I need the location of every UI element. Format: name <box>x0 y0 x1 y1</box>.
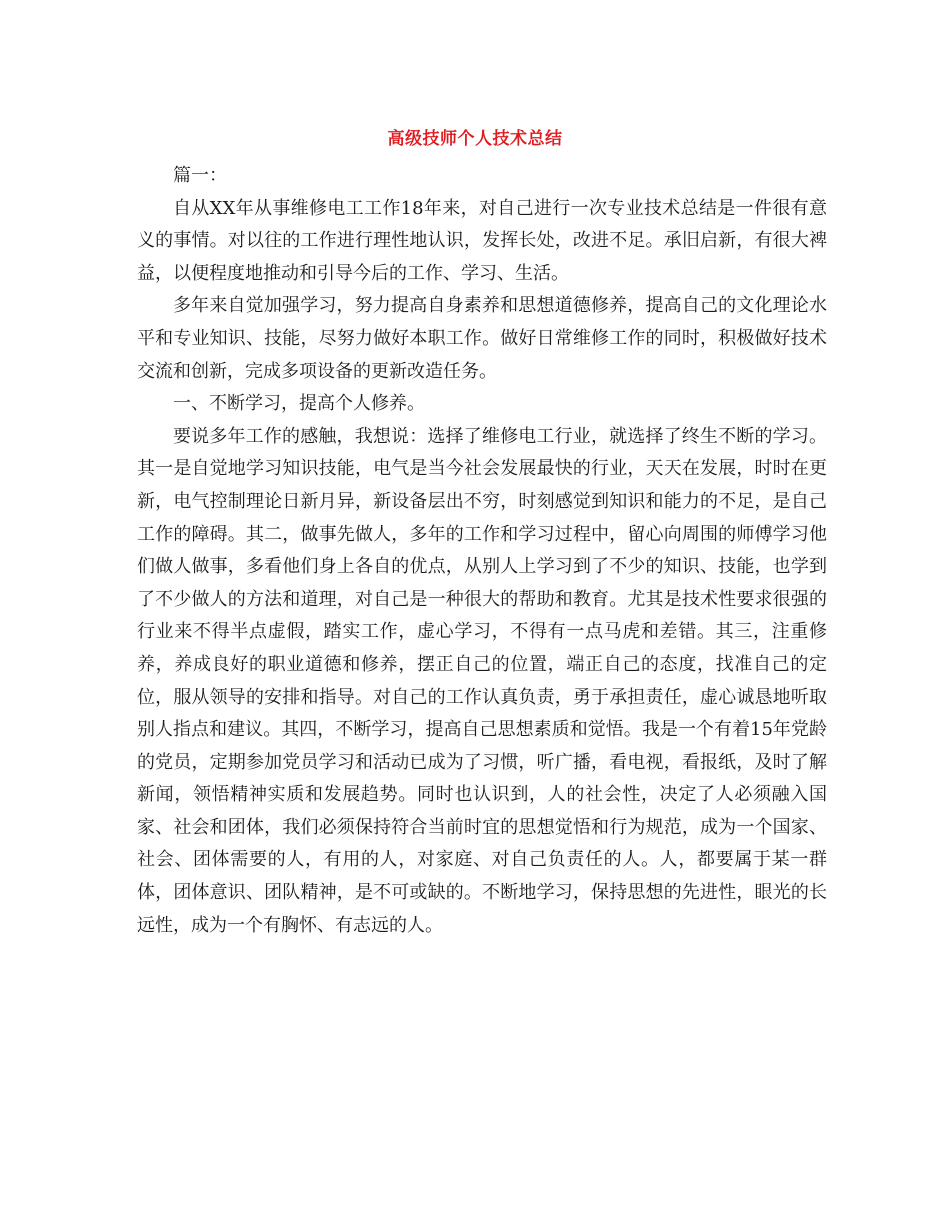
paragraph-intro: 自从XX年从事维修电工工作18年来，对自己进行一次专业技术总结是一件很有意义的事情。对以往的工作进行理性地认识，发挥长处，改进不足。承旧启新，有很大裨益，以便程度地推动和引导今后的工作、学习、生活。 <box>137 197 827 284</box>
document-body <box>137 160 827 942</box>
paragraph-heading-1: 一、不断学习，提高个人修养。 <box>173 393 425 415</box>
paragraph-overview: 多年来自觉加强学习，努力提高自身素养和思想道德修养，提高自己的文化理论水平和专业知识、技能，尽努力做好本职工作。做好日常维修工作的同时，积极做好技术交流和创新，完成多项设备的更新改造任务。 <box>137 295 827 382</box>
document-title: 高级技师个人技术总结 <box>387 129 563 149</box>
paragraph-section-label: 篇一： <box>173 165 227 186</box>
paragraph-learning: 要说多年工作的感触，我想说：选择了维修电工行业，就选择了终生不断的学习。其一是自觉地学习知识技能，电气是当今社会发展最快的行业，天天在发展，时时在更新，电气控制理论日新月异，新设备层出不穷，时刻感觉到知识和能力的不足，是自己工作的障碍。其二，做事先做人，多年的工作和学习过程中，留心向周围的师傅学习他们做人做事，多看他们身上各自的优点，从别人上学习到了不少的知识、技能，也学到了不少做人的方法和道理，对自己是一种很大的帮助和教育。尤其是技术性要求很强的行业来不得半点虚假，踏实工作，虚心学习，不得有一点马虎和差错。其三，注重修养，养成良好的职业道德和修养，摆正自己的位置，端正自己的态度，找准自己的定位，服从领导的安排和指导。对自己的工作认真负责，勇于承担责任，虚心诚恳地听取别人指点和建议。其四，不断学习，提高自己思想素质和觉悟。我是一个有着15年党龄的党员，定期参加党员学习和活动已成为了习惯，听广播，看电视，看报纸，及时了解新闻，领悟精神实质和发展趋势。同时也认识到，人的社会性，决定了人必须融入国家、社会和团体，我们必须保持符合当前时宜的思想觉悟和行为规范，成为一个国家、社会、团体需要的人，有用的人，对家庭、对自己负责任的人。人，都要属于某一群体，团体意识、团队精神，是不可或缺的。不断地学习，保持思想的先进性，眼光的长远性，成为一个有胸怀、有志远的人。 <box>137 425 827 936</box>
